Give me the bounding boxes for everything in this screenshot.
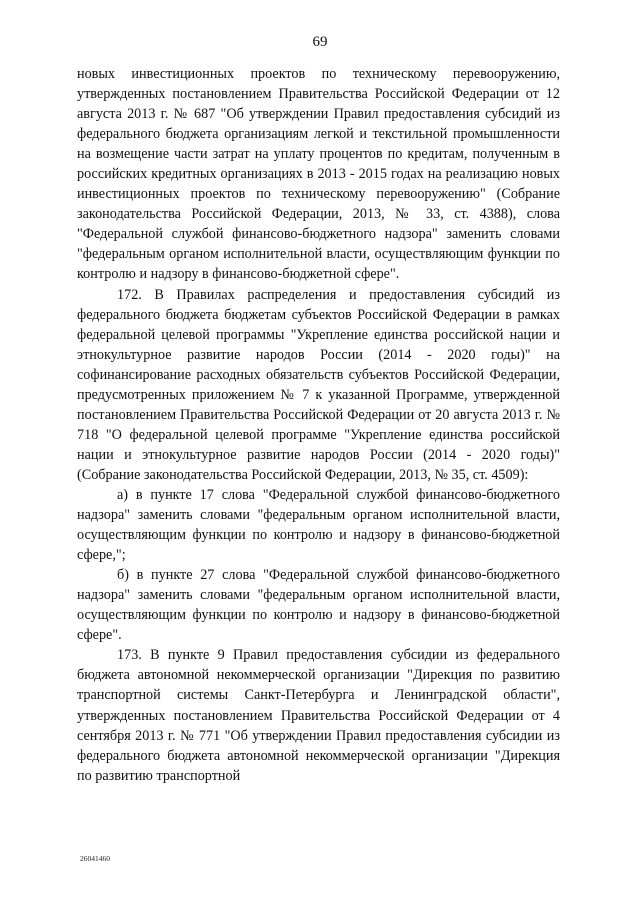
paragraph-item-172: 172. В Правилах распределения и предоставления субсидий из федерального бюджета бюджетам субъектов Российской Федерации в рамках федеральной целевой программы "Укрепление единства российской нации и этнокультурное развитие народов России (2014 - 2020 годы)" на софинансирование расходных обязательств субъектов Российской Федерации, предусмотренных приложением № 7 к указанной Программе, утвержденной постановлением Правительства Российской Федерации от 20 августа 2013 г. № 718 "О федеральной целевой программе "Укрепление единства российской нации и этнокультурное развитие народов России (2014 - 2020 годы)" (Собрание законодательства Российской Федерации, 2013, № 35, ст. 4509): (77, 286, 560, 483)
paragraph-item-173: 173. В пункте 9 Правил предоставления субсидии из федерального бюджета автономной некоммерческой организации "Дирекция по развитию транспортной системы Санкт-Петербурга и Ленинградской области", утвержденных постановлением Правительства Российской Федерации от 4 сентября 2013 г. № 771 "Об утверждении Правил предоставления субсидии из федерального бюджета автономной некоммерческой организации "Дирекция по развитию транспортной (77, 647, 560, 784)
paragraph-subitem-b: б) в пункте 27 слова "Федеральной службой финансово-бюджетного надзора" заменить словами "федеральным органом исполнительной власти, осуществляющим функции по контролю и надзору в финансово-бюджетной сфере". (77, 567, 560, 644)
document-body (77, 64, 560, 786)
document-code: 26041460 (80, 854, 110, 863)
paragraph-continuation: новых инвестиционных проектов по техническому перевооружению, утвержденных постановлением Правительства Российской Федерации от 12 августа 2013 г. № 687 "Об утверждении Правил предоставления субсидий из федерального бюджета организациям легкой и текстильной промышленности на возмещение части затрат на уплату процентов по кредитам, полученным в российских кредитных организациях в 2013 - 2015 годах на реализацию новых инвестиционных проектов по техническому перевооружению" (Собрание законодательства Российской Федерации, 2013, № 33, ст. 4388), слова "Федеральной службой финансово-бюджетного надзора" заменить словами "федеральным органом исполнительной власти, осуществляющим функции по контролю и надзору в финансово-бюджетной сфере". (77, 66, 560, 283)
page-number: 69 (312, 34, 328, 50)
paragraph-subitem-a: а) в пункте 17 слова "Федеральной службой финансово-бюджетного надзора" заменить словами "федеральным органом исполнительной власти, осуществляющим функции по контролю и надзору в финансово-бюджетной сфере,"; (77, 486, 560, 564)
